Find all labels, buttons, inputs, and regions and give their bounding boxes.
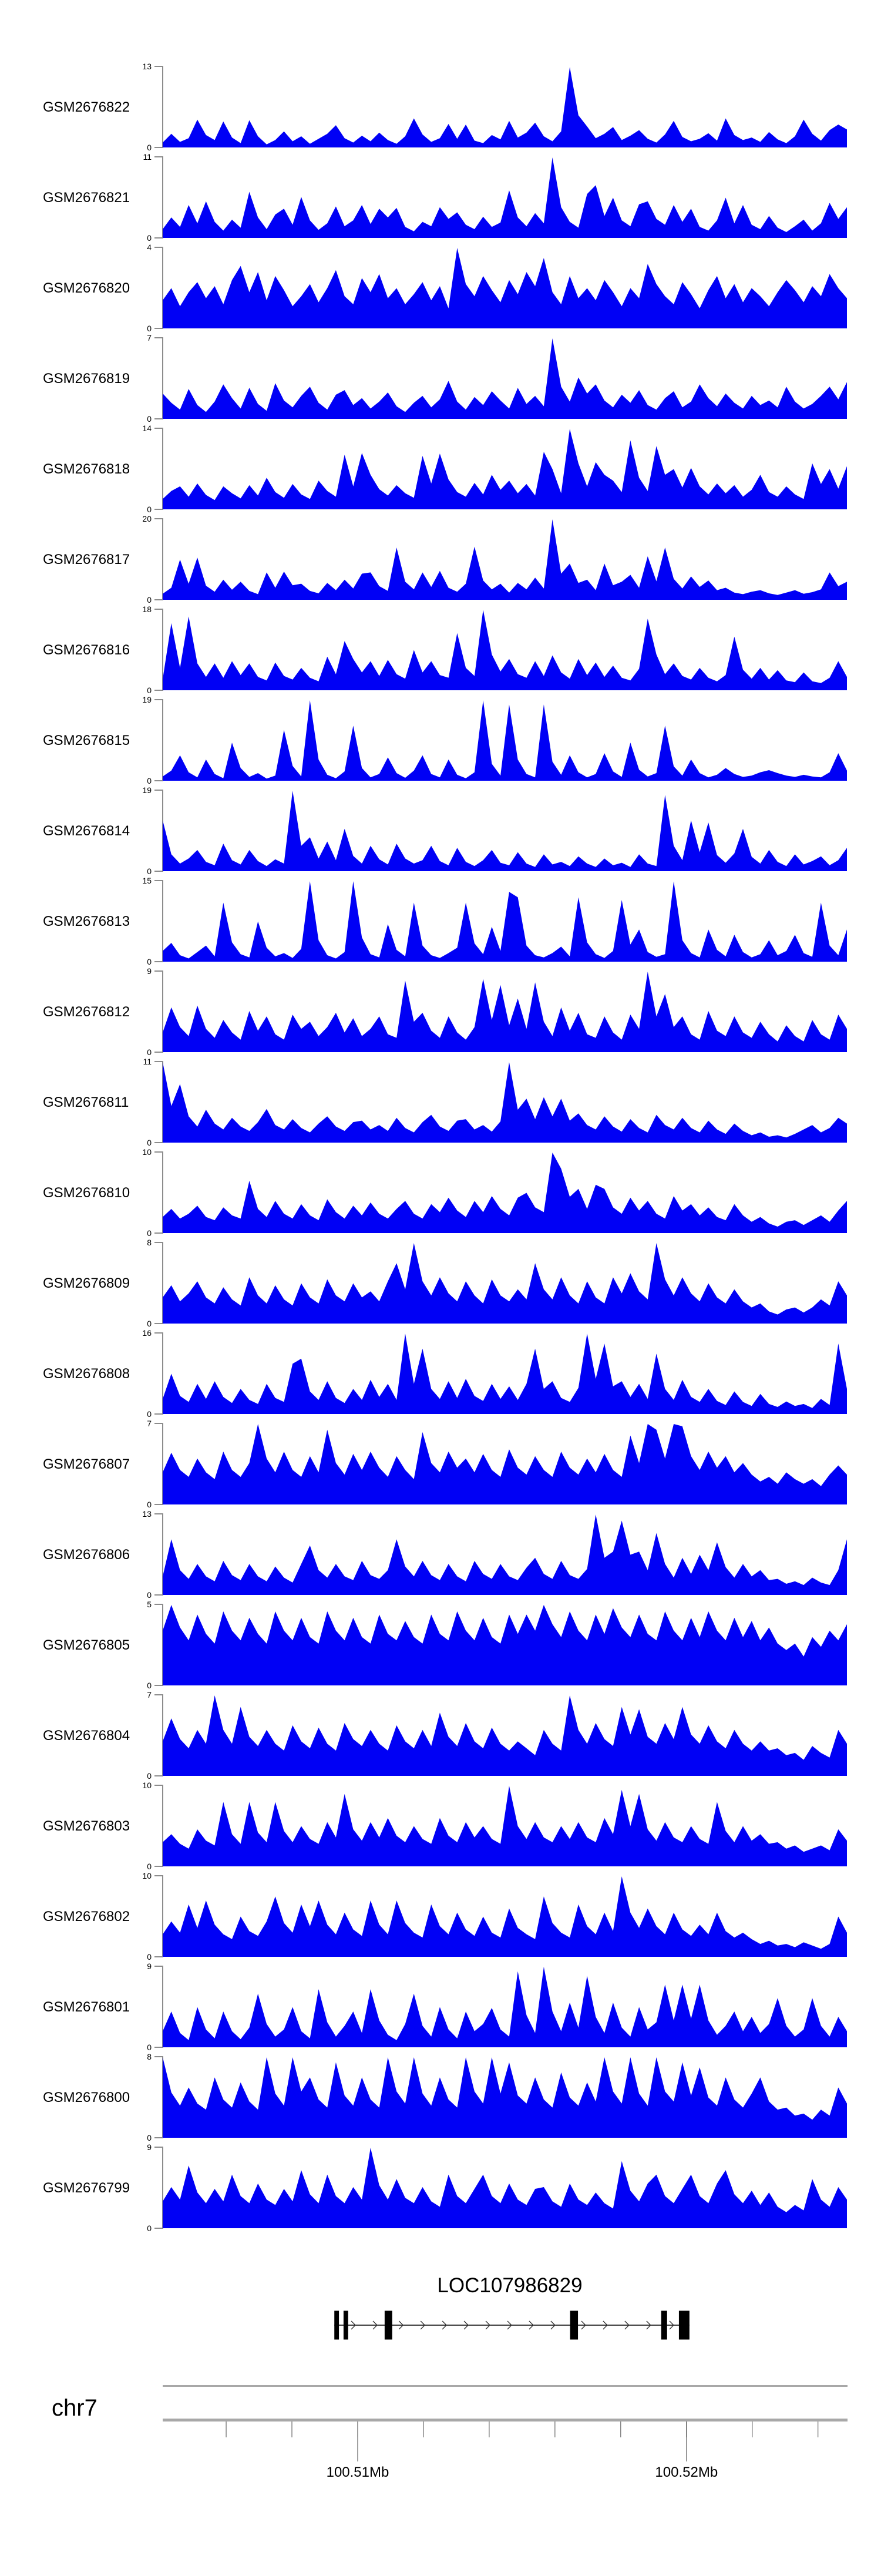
track-y-axis-bracket — [154, 157, 163, 238]
coverage-track-row — [43, 1419, 847, 1509]
track-ymax-label: 7 — [147, 333, 152, 342]
track-ymin-label: 0 — [147, 1138, 152, 1147]
track-y-axis-bracket — [154, 1152, 163, 1233]
coverage-area — [163, 1786, 847, 1866]
coverage-track-row — [43, 424, 847, 514]
coverage-area — [163, 1153, 847, 1233]
coverage-track-row — [43, 1147, 847, 1238]
track-label: GSM2676801 — [43, 1999, 130, 2015]
track-label: GSM2676807 — [43, 1456, 130, 1472]
coverage-tracks-layer — [43, 62, 847, 2233]
track-ymin-label: 0 — [147, 1047, 152, 1057]
track-label: GSM2676806 — [43, 1547, 130, 1563]
track-y-axis-bracket — [154, 609, 163, 690]
coverage-area — [163, 519, 847, 600]
track-y-axis-bracket — [154, 1514, 163, 1595]
track-y-axis-bracket — [154, 2057, 163, 2138]
gene-model — [334, 2311, 690, 2340]
axis-ticks — [226, 2421, 818, 2480]
track-ymax-label: 10 — [142, 1781, 152, 1790]
coverage-area — [163, 1334, 847, 1414]
coverage-track-row — [43, 1328, 847, 1419]
coverage-track-row — [43, 2142, 847, 2233]
coverage-area — [163, 610, 847, 690]
coverage-track-row — [43, 1509, 847, 1600]
track-y-axis-bracket — [154, 1785, 163, 1866]
track-label: GSM2676816 — [43, 642, 130, 658]
track-label: GSM2676814 — [43, 823, 130, 839]
track-ymin-label: 0 — [147, 776, 152, 785]
exon-rect — [344, 2311, 348, 2340]
coverage-area — [163, 700, 847, 781]
coverage-area — [163, 2057, 847, 2138]
track-y-axis-bracket — [154, 519, 163, 600]
coverage-area — [163, 791, 847, 871]
coverage-track-row — [43, 1781, 847, 1871]
track-label: GSM2676800 — [43, 2090, 130, 2105]
track-y-axis-bracket — [154, 247, 163, 328]
coverage-area — [163, 972, 847, 1052]
track-ymin-label: 0 — [147, 143, 152, 152]
track-ymin-label: 0 — [147, 1681, 152, 1690]
track-label: GSM2676817 — [43, 552, 130, 567]
coverage-track-row — [43, 2052, 847, 2142]
track-ymax-label: 10 — [142, 1871, 152, 1880]
track-ymax-label: 18 — [142, 604, 152, 614]
track-y-axis-bracket — [154, 1423, 163, 1504]
coverage-track-row — [43, 1238, 847, 1328]
coverage-area — [163, 1243, 847, 1324]
track-ymax-label: 20 — [142, 514, 152, 523]
track-label: GSM2676805 — [43, 1637, 130, 1653]
track-y-axis-bracket — [154, 1966, 163, 2047]
track-ymin-label: 0 — [147, 2043, 152, 2052]
coverage-area — [163, 157, 847, 238]
track-y-axis-bracket — [154, 1242, 163, 1324]
coverage-area — [163, 67, 847, 147]
track-label: GSM2676819 — [43, 371, 130, 387]
coverage-area — [163, 1424, 847, 1504]
track-ymin-label: 0 — [147, 505, 152, 514]
track-ymin-label: 0 — [147, 1952, 152, 1962]
coverage-track-row — [43, 333, 847, 424]
track-ymax-label: 14 — [142, 424, 152, 433]
track-ymax-label: 19 — [142, 785, 152, 795]
track-y-axis-bracket — [154, 971, 163, 1052]
track-y-axis-bracket — [154, 1604, 163, 1685]
coverage-track-row — [43, 1057, 847, 1147]
exon-rect — [385, 2311, 392, 2340]
track-y-axis-bracket — [154, 1333, 163, 1414]
track-y-axis-bracket — [154, 700, 163, 781]
coverage-area — [163, 2148, 847, 2228]
coverage-area — [163, 1514, 847, 1595]
coverage-area — [163, 248, 847, 328]
coverage-area — [163, 1062, 847, 1143]
track-ymin-label: 0 — [147, 1409, 152, 1419]
coverage-track-row — [43, 1962, 847, 2052]
track-ymax-label: 5 — [147, 1600, 152, 1609]
track-y-axis-bracket — [154, 1062, 163, 1143]
track-ymax-label: 13 — [142, 1509, 152, 1519]
track-y-axis-bracket — [154, 428, 163, 509]
axis-tick-label: 100.52Mb — [655, 2464, 718, 2480]
track-y-axis-bracket — [154, 881, 163, 962]
track-ymin-label: 0 — [147, 2224, 152, 2233]
track-ymax-label: 15 — [142, 876, 152, 885]
track-label: GSM2676810 — [43, 1185, 130, 1201]
coverage-track-row — [43, 1600, 847, 1690]
track-label: GSM2676820 — [43, 280, 130, 296]
coverage-track-row — [43, 62, 847, 152]
coverage-track-row — [43, 785, 847, 876]
track-label: GSM2676808 — [43, 1366, 130, 1382]
coverage-area — [163, 1967, 847, 2047]
track-label: GSM2676813 — [43, 913, 130, 929]
track-ymax-label: 9 — [147, 966, 152, 976]
ideogram-top-line — [163, 2385, 848, 2387]
coverage-track-row — [43, 243, 847, 333]
chromosome-label: chr7 — [52, 2395, 97, 2421]
ideogram-baseline — [163, 2419, 848, 2421]
track-ymin-label: 0 — [147, 414, 152, 424]
track-ymin-label: 0 — [147, 1500, 152, 1509]
track-ymax-label: 8 — [147, 1238, 152, 1247]
coverage-area — [163, 338, 847, 419]
track-ymax-label: 9 — [147, 1962, 152, 1971]
coverage-track-row — [43, 1871, 847, 1962]
track-y-axis-bracket — [154, 790, 163, 871]
track-ymin-label: 0 — [147, 324, 152, 333]
exon-rect — [334, 2311, 339, 2340]
track-ymin-label: 0 — [147, 595, 152, 604]
track-label: GSM2676811 — [43, 1094, 129, 1110]
track-label: GSM2676809 — [43, 1275, 130, 1291]
track-label: GSM2676804 — [43, 1728, 130, 1744]
track-label: GSM2676822 — [43, 99, 130, 115]
track-ymax-label: 13 — [142, 62, 152, 71]
coverage-area — [163, 429, 847, 509]
coverage-track-row — [43, 876, 847, 966]
track-label: GSM2676818 — [43, 461, 130, 477]
track-label: GSM2676815 — [43, 733, 130, 748]
chromosome-axis-track — [52, 2385, 848, 2480]
track-ymin-label: 0 — [147, 2133, 152, 2142]
track-ymax-label: 10 — [142, 1147, 152, 1157]
track-ymin-label: 0 — [147, 1590, 152, 1600]
coverage-track-row — [43, 604, 847, 695]
coverage-track-row — [43, 152, 847, 243]
track-label: GSM2676803 — [43, 1818, 130, 1834]
track-ymax-label: 16 — [142, 1328, 152, 1338]
track-ymin-label: 0 — [147, 866, 152, 876]
track-label: GSM2676821 — [43, 190, 130, 206]
gene-name-label: LOC107986829 — [437, 2274, 583, 2297]
track-y-axis-bracket — [154, 338, 163, 419]
track-ymax-label: 11 — [143, 1057, 152, 1066]
track-ymin-label: 0 — [147, 1228, 152, 1238]
coverage-track-row — [43, 966, 847, 1057]
track-ymin-label: 0 — [147, 957, 152, 966]
track-y-axis-bracket — [154, 2147, 163, 2228]
track-ymin-label: 0 — [147, 1862, 152, 1871]
track-ymin-label: 0 — [147, 686, 152, 695]
track-ymin-label: 0 — [147, 1319, 152, 1328]
track-ymax-label: 4 — [147, 243, 152, 252]
coverage-track-row — [43, 1690, 847, 1781]
coverage-area — [163, 1605, 847, 1685]
track-label: GSM2676802 — [43, 1909, 130, 1925]
axis-tick-label: 100.51Mb — [326, 2464, 389, 2480]
track-ymax-label: 11 — [143, 152, 152, 162]
exon-rect — [679, 2311, 690, 2340]
track-ymax-label: 19 — [142, 695, 152, 704]
track-y-axis-bracket — [154, 1876, 163, 1957]
track-ymax-label: 7 — [147, 1690, 152, 1700]
track-label: GSM2676812 — [43, 1004, 130, 1020]
track-ymax-label: 7 — [147, 1419, 152, 1428]
coverage-track-row — [43, 514, 847, 604]
exon-rect — [570, 2311, 578, 2340]
exon-rect — [661, 2311, 667, 2340]
track-ymax-label: 8 — [147, 2052, 152, 2061]
coverage-area — [163, 1876, 847, 1957]
gene-annotation-track — [334, 2274, 690, 2340]
track-ymin-label: 0 — [147, 1771, 152, 1781]
track-ymax-label: 9 — [147, 2142, 152, 2152]
coverage-area — [163, 881, 847, 962]
coverage-track-row — [43, 695, 847, 785]
track-ymin-label: 0 — [147, 233, 152, 243]
track-label: GSM2676799 — [43, 2180, 130, 2196]
track-y-axis-bracket — [154, 66, 163, 147]
coverage-area — [163, 1695, 847, 1776]
track-y-axis-bracket — [154, 1695, 163, 1776]
